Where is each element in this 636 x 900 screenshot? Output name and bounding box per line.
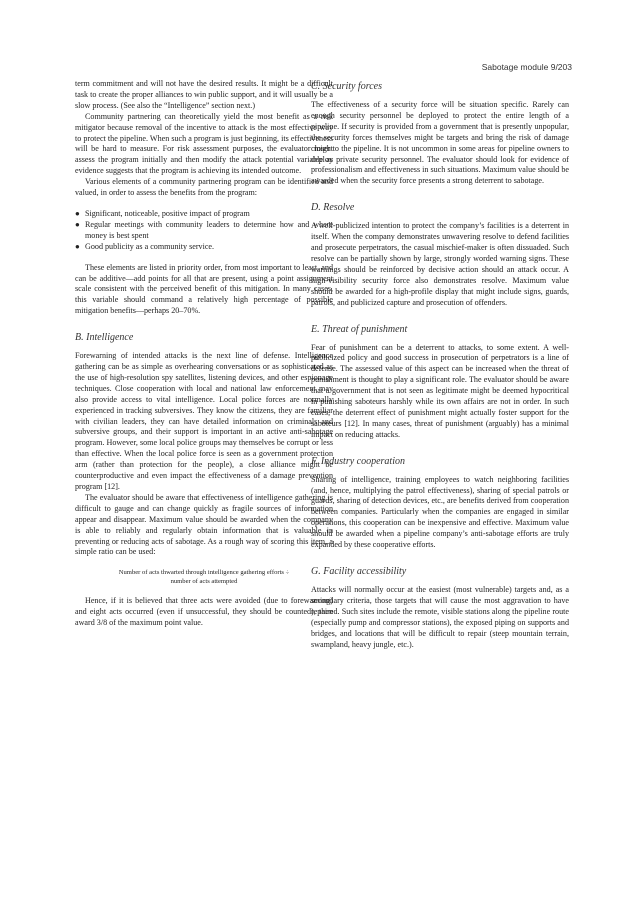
bullet-icon: ●: [75, 219, 80, 229]
paragraph-industry-cooperation: Sharing of intelligence, training employees to watch neighboring facilities (and, hence, multiplying the patrol effectiveness), sharing of special patrols or guards, sharing of detection devices, etc., are benefits derived from cooperation between companies. Particularly when the companies are engaged in similar operations, this cooperation can be inexpensive and effective. Maximum value should be awarded when a pipeline company’s anti-sabotage efforts are truly expanded by these cooperative efforts.: [311, 474, 569, 550]
paragraph-threat-of-punishment: Fear of punishment can be a deterrent to attacks, to some extent. A well-publicized policy and good success in prosecution of perpetrators is a line of defense. The assessed value of this aspect can be increased when the threat of punishment is thought to play a significant role. The evaluator should be aware that a government that is not seen as legitimate might be deemed hypocritical in punishing saboteurs harshly while its own affairs are not in order. In such cases, the deterrent effect of punishment might actually foster support for the saboteurs [12]. In many cases, threat of punishment (arguably) has a minimal impact on reducing attacks.: [311, 342, 569, 439]
paragraph-intelligence-2: The evaluator should be aware that effectiveness of intelligence gathering is difficult to gauge and can change quickly as fragile sources of information appear and disappear. Maximum value should be awarded when the company is able to reliably and regularly obtain information that is valuable in preventing or reducing acts of sabotage. As a rough way of scoring this item, a simple ratio can be used:: [75, 492, 333, 557]
heading-resolve: D. Resolve: [311, 202, 355, 214]
right-column: [311, 79, 569, 650]
bullet-list: [75, 209, 333, 253]
running-head: Sabotage module 9/203: [481, 62, 572, 72]
paragraph-resolve: A well-publicized intention to protect the company’s facilities is a deterrent in itself. When the company demonstrates unwavering resolve to defend facilities and prosecute perpetrators, the casual mischief-maker is often dissuaded. Such resolve can be partially shown by large, strongly worded warning signs. These warnings should be reinforced by decisive action should an attack occur. A high-visibility security force also demonstrates resolve. Maximum value should be awarded for a high-profile display that might include signs, guards, patrols, and publicized capture and prosecution of offenders.: [311, 221, 569, 307]
bullet-icon: ●: [75, 208, 80, 218]
heading-security-forces: C. Security forces: [311, 81, 383, 92]
heading-intelligence: B. Intelligence: [75, 332, 134, 344]
ratio-formula: [83, 568, 325, 586]
bullet-icon: ●: [75, 241, 80, 251]
heading-facility-accessibility: G. Facility accessibility: [311, 566, 407, 577]
list-item: ● Good publicity as a community service.: [75, 241, 215, 251]
list-item: ● Significant, noticeable, positive impact of program: [75, 208, 250, 218]
paragraph-security-forces: The effectiveness of a security force will be situation specific. Rarely can enough security personnel be deployed to protect the entire length of a pipeline. If security is provided from a government that is presently unpopular, the security forces themselves might be targets and bring the risk of damage closer to the pipeline. It is not uncommon in some areas for pipeline owners to deploy private security personnel. The evaluator should look for evidence of professionalism and effectiveness in such situations. Maximum value should be awarded when the security force presents a strong deterrent to sabotage.: [311, 100, 569, 186]
heading-threat-of-punishment: E. Threat of punishment: [311, 323, 408, 335]
paragraph-community-partnering: Community partnering can theoretically yield the most benefit as a risk mitigator because removal of the incentive to attack is the most effective way to protect the pipeline. When such a program is just beginning, its effectiveness will be hard to measure. For risk assessment purposes, the evaluator might assess the program initially and then modify the attack potential variable as evidence suggests that the program is achieving its intended outcome.: [75, 111, 333, 176]
paragraph-intelligence-1: Forewarning of intended attacks is the next line of defense. Intelligence gathering can be as simple as overhearing conversations or as sophisticated as the use of high-resolution spy satellites, listening devices, and other espionage techniques. Close cooperation with local and national law enforcement may also provide access to vital intelligence. Local police forces are normally experienced in tracking subversives. They know the citizens, they are familiar with civilian leaders, they can have detailed information on criminals and subversive groups, and their support is important in an active anti-sabotage program. However, some local police groups may themselves be corrupt or less than effective. When the local police force is seen as a government protection arm (rather than protection for the people), a close alliance might be counterproductive and even impact the effectiveness of a damage prevention program [12].: [75, 351, 333, 491]
paragraph-hence: Hence, if it is believed that three acts were avoided (due to forewarning) and eight acts occurred (even if unsuccessful, they should be counted), then award 3/8 of the maximum point value.: [75, 596, 333, 628]
paragraph-intro: term commitment and will not have the desired results. It might be a difficult task to create the proper alliances to win public support, and it will usually be a slow process. (See also the “Intelligence” section next.): [75, 79, 333, 110]
formula-numerator: Number of acts thwarted through intelligence gathering efforts ÷: [118, 569, 290, 577]
list-item: ● Regular meetings with community leaders to determine how and where money is best spent: [75, 219, 333, 240]
paragraph-priority-order: These elements are listed in priority order, from most important to least, and can be additive—add points for all that are present, using a point assignment scale consistent with the perceived benefit of this mitigation. In many cases, this variable should command a relatively high percentage of possible mitigation benefits—perhaps 20–70%.: [75, 262, 333, 316]
heading-industry-cooperation: F. Industry cooperation: [311, 455, 405, 467]
left-column: [75, 79, 333, 629]
paragraph-facility-accessibility: Attacks will normally occur at the easiest (most vulnerable) targets and, as a secondary criteria, those targets that will cause the most aggravation to have repaired. Such sites include the remote, visible stations along the pipeline route (especially pump and compressor stations), the exposed piping on supports and bridges, and locations that will be difficult to repair (steep mountain terrain, swampland, heavy jungle, etc.).: [311, 585, 569, 649]
formula-denominator: number of acts attempted: [170, 578, 238, 586]
paragraph-program-elements: Various elements of a community partnering program can be identified and valued, in order to assess the benefits from the program:: [75, 177, 333, 198]
